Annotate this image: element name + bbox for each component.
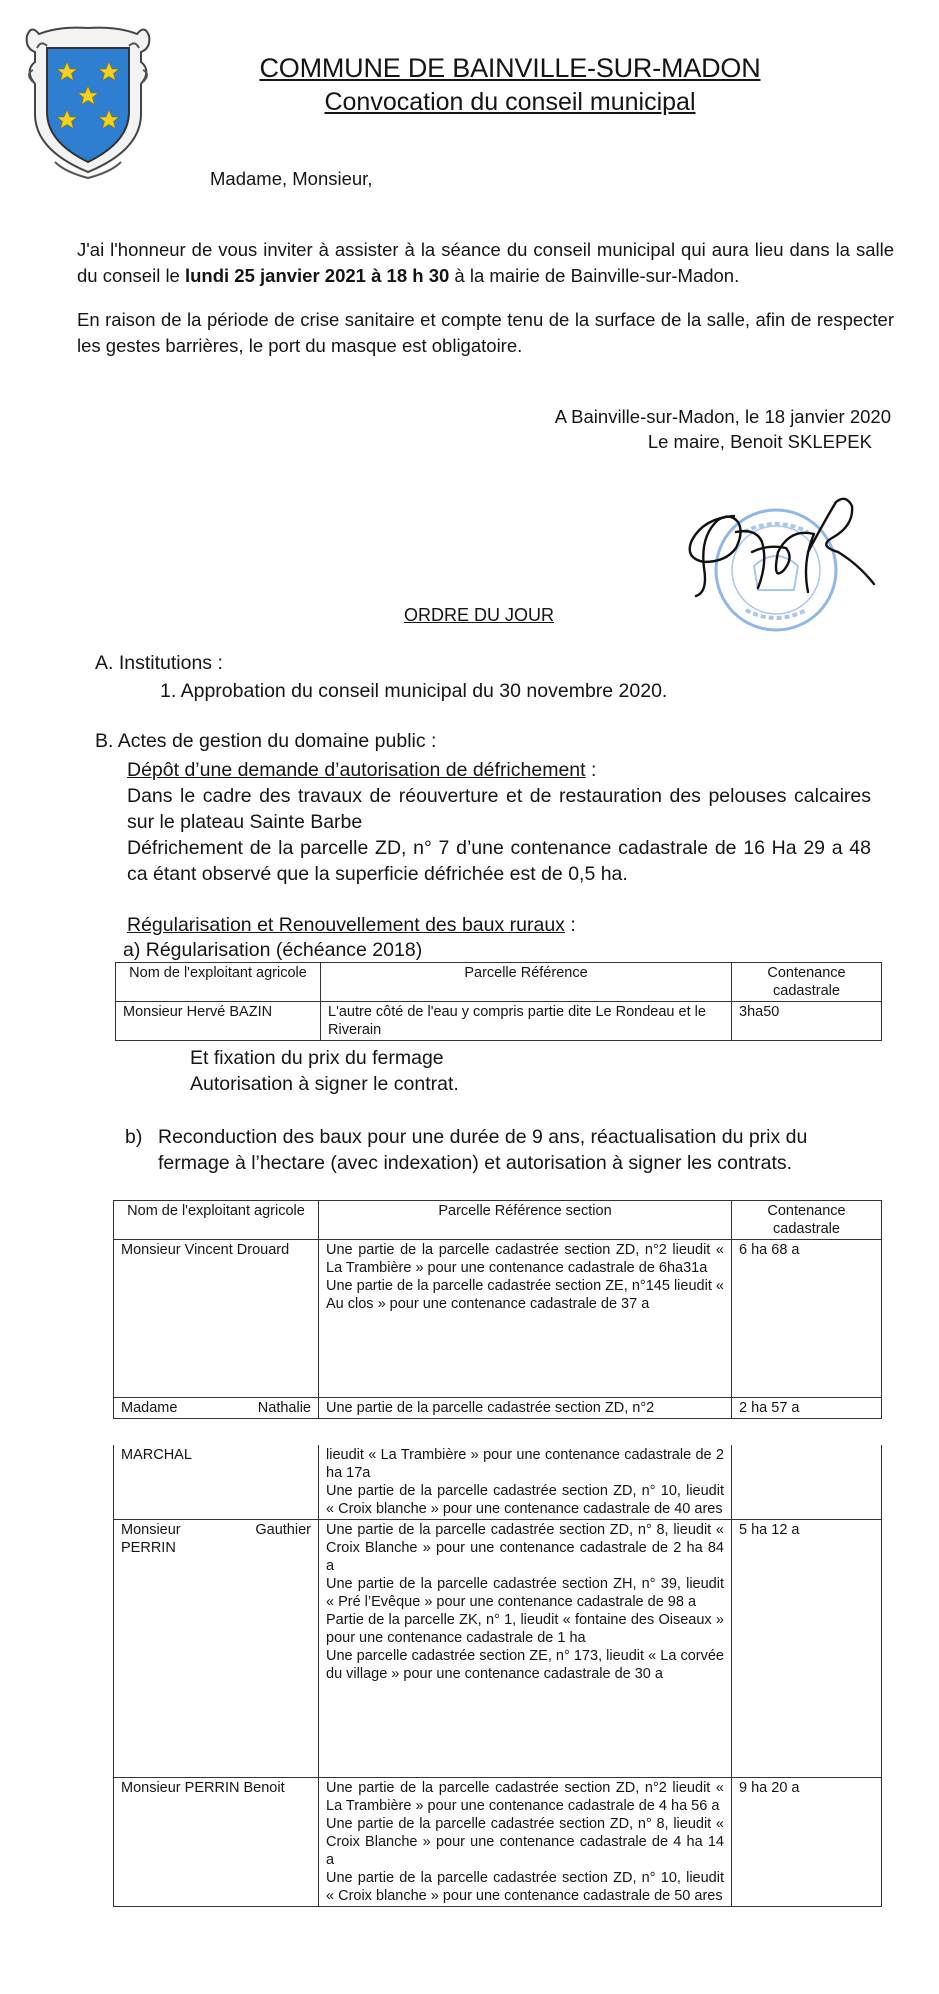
- invitation-text-end: à la mairie de Bainville-sur-Madon.: [449, 265, 740, 286]
- reconduction-label: b): [125, 1126, 143, 1148]
- commune-coat-of-arms-icon: [25, 22, 151, 180]
- autorisation-signer: Autorisation à signer le contrat.: [190, 1073, 459, 1095]
- header-contenance: Contenance cadastrale: [732, 963, 882, 1002]
- parcelle-line: Une partie de la parcelle cadastrée section ZE, n°145 lieudit « Au clos » pour une contenance cadastrale de 37 a: [326, 1278, 724, 1312]
- reconduction-text: Reconduction des baux pour une durée de 9 ans, réactualisation du prix du fermage à l’hectare (avec indexation) et autorisation à signer les contrats.: [158, 1126, 808, 1174]
- section-a-item-1: 1. Approbation du conseil municipal du 30 novembre 2020.: [160, 680, 668, 702]
- section-b-heading: B. Actes de gestion du domaine public :: [95, 730, 437, 752]
- contenance: 3ha50: [732, 1002, 882, 1041]
- baux-heading: Régularisation et Renouvellement des baux ruraux: [127, 914, 565, 936]
- parcelle-ref: Une partie de la parcelle cadastrée section ZD, n°2: [319, 1398, 732, 1419]
- parcelle-ref: [319, 1520, 732, 1778]
- parcelle-line: Partie de la parcelle ZK, n° 1, lieudit « fontaine des Oiseaux » pour une contenance cadastrale de 1 ha: [326, 1612, 724, 1646]
- name-part: Gauthier: [255, 1522, 311, 1538]
- depot-defrichement: Défrichement de la parcelle ZD, n° 7 d’une contenance cadastrale de 16 Ha 29 a 48 ca étant observé que la superficie défrichée est de 0,5 ha.: [127, 837, 871, 885]
- name-part: Nathalie: [257, 1400, 311, 1416]
- parcelle-ref: L'autre côté de l'eau y compris partie dite Le Rondeau et le Riverain: [321, 1002, 732, 1041]
- contenance: 2 ha 57 a: [732, 1398, 882, 1419]
- parcelle-line: Une partie de la parcelle cadastrée section ZD, n° 8, lieudit « Croix Blanche » pour une contenance cadastrale de 2 ha 84 a: [326, 1522, 724, 1574]
- parcelle-line: Une partie de la parcelle cadastrée section ZD, n° 10, lieudit « Croix blanche » pour une contenance cadastrale de 50 ares: [326, 1870, 724, 1904]
- table-row: [114, 1445, 882, 1520]
- contenance: 9 ha 20 a: [732, 1778, 882, 1907]
- contenance: 6 ha 68 a: [732, 1240, 882, 1398]
- reconduction-table-part1: [113, 1200, 882, 1419]
- header-nom: Nom de l'exploitant agricole: [114, 1201, 319, 1240]
- parcelle-line: Une parcelle cadastrée section ZE, n° 173, lieudit « La corvée du village » pour une contenance cadastrale de 30 a: [326, 1648, 724, 1682]
- invitation-paragraph: [77, 237, 894, 289]
- header-contenance: Contenance cadastrale: [732, 1201, 882, 1240]
- parcelle-line: Une partie de la parcelle cadastrée section ZD, n°2 lieudit « La Trambière » pour une contenance cadastrale de 6ha31a: [326, 1242, 724, 1276]
- exploitant-name: Monsieur Hervé BAZIN: [116, 1002, 321, 1041]
- commune-title: COMMUNE DE BAINVILLE-SUR-MADON: [259, 53, 761, 83]
- header-parcelle: Parcelle Référence section: [319, 1201, 732, 1240]
- depot-heading-colon: :: [585, 759, 597, 781]
- exploitant-name: [114, 1520, 319, 1778]
- parcelle-ref: [319, 1240, 732, 1398]
- parcelle-line: Une partie de la parcelle cadastrée section ZD, n°2 lieudit « La Trambière » pour une contenance cadastrale de 4 ha 56 a: [326, 1780, 724, 1814]
- parcelle-ref: [319, 1778, 732, 1907]
- depot-context: Dans le cadre des travaux de réouverture et de restauration des pelouses calcaires sur le plateau Sainte Barbe: [127, 785, 871, 833]
- table-header-row: [114, 1201, 882, 1240]
- table-row: [114, 1240, 882, 1398]
- document-subtitle: Convocation du conseil municipal: [324, 88, 696, 116]
- header-parcelle: Parcelle Référence: [321, 963, 732, 1002]
- sanitary-notice-paragraph: En raison de la période de crise sanitaire et compte tenu de la surface de la salle, afin de respecter les gestes barrières, le port du masque est obligatoire.: [77, 309, 894, 356]
- salutation: Madame, Monsieur,: [210, 168, 373, 189]
- signatory: Le maire, Benoit SKLEPEK: [647, 431, 872, 452]
- reconduction-table-part2: [113, 1445, 882, 1907]
- header-nom: Nom de l'exploitant agricole: [116, 963, 321, 1002]
- name-part: Madame: [121, 1400, 178, 1416]
- exploitant-name: Monsieur Vincent Drouard: [114, 1240, 319, 1398]
- mairie-stamp-and-signature-icon: [674, 492, 884, 637]
- regularisation-table: [115, 962, 882, 1041]
- table-row: [114, 1778, 882, 1907]
- baux-heading-colon: :: [564, 914, 576, 936]
- depot-heading-line: [127, 757, 596, 783]
- exploitant-name: [114, 1398, 319, 1419]
- exploitant-name-continued: MARCHAL: [114, 1445, 319, 1520]
- agenda-title: ORDRE DU JOUR: [404, 605, 555, 625]
- parcelle-line: lieudit « La Trambière » pour une contenance cadastrale de 2 ha 17a: [326, 1447, 724, 1481]
- parcelle-line: Une partie de la parcelle cadastrée section ZH, n° 39, lieudit « Pré l’Evêque » pour une contenance cadastrale de 98 a: [326, 1576, 724, 1610]
- place-and-date: A Bainville-sur-Madon, le 18 janvier 2020: [554, 406, 891, 427]
- invitation-text-start: J'ai l'honneur de vous inviter à assister à la séance du conseil municipal qui aura lieu dans la salle du conseil le: [77, 239, 894, 286]
- table-row: [114, 1398, 882, 1419]
- depot-heading: Dépôt d’une demande d’autorisation de défrichement: [127, 759, 586, 781]
- table-header-row: [116, 963, 882, 1002]
- section-a-heading: A. Institutions :: [95, 652, 223, 674]
- fixation-prix: Et fixation du prix du fermage: [190, 1047, 444, 1069]
- meeting-date: lundi 25 janvier 2021 à 18 h 30: [184, 265, 450, 286]
- parcelle-line: Une partie de la parcelle cadastrée section ZD, n° 8, lieudit « Croix Blanche » pour une contenance cadastrale de 4 ha 14 a: [326, 1816, 724, 1868]
- table-row: [114, 1520, 882, 1778]
- name-part: Monsieur: [121, 1522, 181, 1538]
- baux-heading-line: [127, 912, 576, 938]
- exploitant-name: Monsieur PERRIN Benoit: [114, 1778, 319, 1907]
- regularisation-label: a) Régularisation (échéance 2018): [123, 939, 423, 961]
- parcelle-ref: [319, 1445, 732, 1520]
- name-part: PERRIN: [121, 1540, 176, 1556]
- contenance: 5 ha 12 a: [732, 1520, 882, 1778]
- contenance-empty: [732, 1445, 882, 1520]
- table-row: [116, 1002, 882, 1041]
- parcelle-line: Une partie de la parcelle cadastrée section ZD, n° 10, lieudit « Croix blanche » pour une contenance cadastrale de 40 ares: [326, 1483, 724, 1517]
